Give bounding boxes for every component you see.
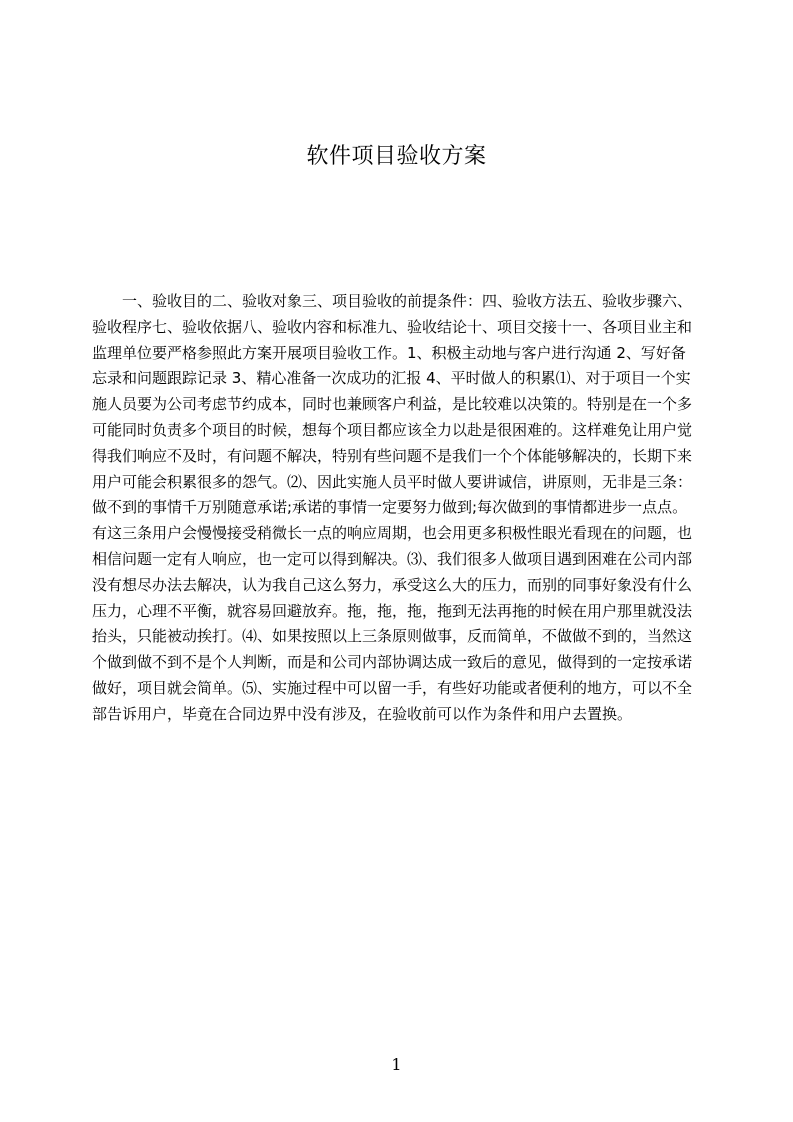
document-body-paragraph: 一、验收目的二、验收对象三、项目验收的前提条件：四、验收方法五、验收步骤六、验收程序七、验收依据八、验收内容和标准九、验收结论十、项目交接十一、各项目业主和监理单位要严格参照此方案开展项目验收工作。1、积极主动地与客户进行沟通 2、写好备忘录和问题跟踪记录 3、精心准备一次成功的汇报 4、平时做人的积累⑴、对于项目一个实施人员要为公司考虑节约成本，同时也兼顾客户利益，是比较难以决策的。特别是在一个多可能同时负责多个项目的时候，想每个项目都应该全力以赴是很困难的。这样难免让用户觉得我们响应不及时，有问题不解决，特别有些问题不是我们一个个体能够解决的，长期下来用户可能会积累很多的怨气。⑵、因此实施人员平时做人要讲诚信，讲原则，无非是三条：做不到的事情千万别随意承诺;承诺的事情一定要努力做到;每次做到的事情都进步一点点。有这三条用户会慢慢接受稍微长一点的响应周期，也会用更多积极性眼光看现在的问题，也相信问题一定有人响应，也一定可以得到解决。⑶、我们很多人做项目遇到困难在公司内部没有想尽办法去解决，认为我自己这么努力，承受这么大的压力，而别的同事好象没有什么压力，心理不平衡，就容易回避放弃。拖，拖，拖，拖到无法再拖的时候在用户那里就没法抬头，只能被动挨打。⑷、如果按照以上三条原则做事，反而简单，不做做不到的，当然这个做到做不到不是个人判断，而是和公司内部协调达成一致后的意见，做得到的一定按承诺做好，项目就会简单。⑸、实施过程中可以留一手，有些好功能或者便利的地方，可以不全部告诉用户，毕竟在合同边界中没有涉及，在验收前可以作为条件和用户去置换。 (92, 292, 693, 723)
page-number: 1 (391, 1055, 402, 1074)
document-title: 软件项目验收方案 (306, 144, 487, 169)
